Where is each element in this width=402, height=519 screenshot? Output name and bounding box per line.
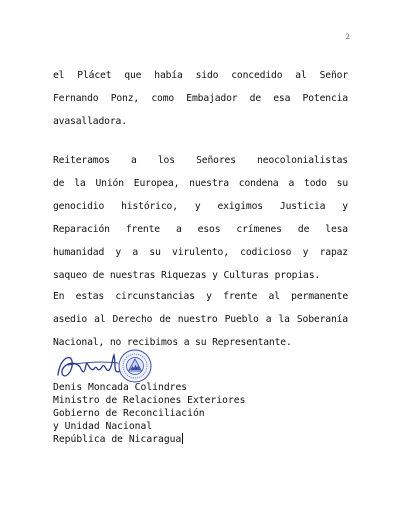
paragraph-line: el Plácet que había sido concedido al Señor — [53, 70, 348, 81]
official-seal-icon — [118, 349, 152, 383]
signatory-title: Ministro de Relaciones Exteriores — [53, 395, 246, 406]
paragraph-2 — [53, 149, 348, 287]
paragraph-line: Reiteramos a los Señores neocolonialistas — [53, 155, 348, 166]
paragraph-line: saqueo de nuestras Riquezas y Culturas propias. — [53, 270, 321, 281]
paragraph-line: avasalladora. — [53, 116, 127, 127]
paragraph-line: Reparación frente a esos crímenes de lesa — [53, 224, 348, 235]
country-text: República de Nicaragua — [53, 434, 182, 445]
signatory-name: Denis Moncada Colindres — [53, 382, 188, 393]
page-number: 2 — [345, 33, 350, 41]
paragraph-line: genocidio histórico, y exigimos Justicia y — [53, 201, 348, 212]
paragraph-1 — [53, 64, 348, 133]
paragraph-line: Nacional, no recibimos a su Representante. — [53, 337, 292, 348]
government-line-2: y Unidad Nacional — [53, 421, 153, 432]
paragraph-line: En estas circunstancias y frente al permanente — [53, 291, 348, 302]
paragraph-3 — [53, 285, 348, 354]
paragraph-line: Fernando Ponz, como Embajador de esa Potencia — [53, 93, 348, 104]
signature-block — [53, 381, 245, 446]
paragraph-line: asedio al Derecho de nuestro Pueblo a la Soberanía — [53, 314, 348, 325]
paragraph-line: de la Unión Europea, nuestra condena a todo su — [53, 178, 348, 189]
text-cursor — [182, 433, 183, 444]
paragraph-line: humanidad y a su virulento, codicioso y rapaz — [53, 247, 348, 258]
country-line — [53, 433, 245, 446]
government-line-1: Gobierno de Reconciliación — [53, 408, 205, 419]
